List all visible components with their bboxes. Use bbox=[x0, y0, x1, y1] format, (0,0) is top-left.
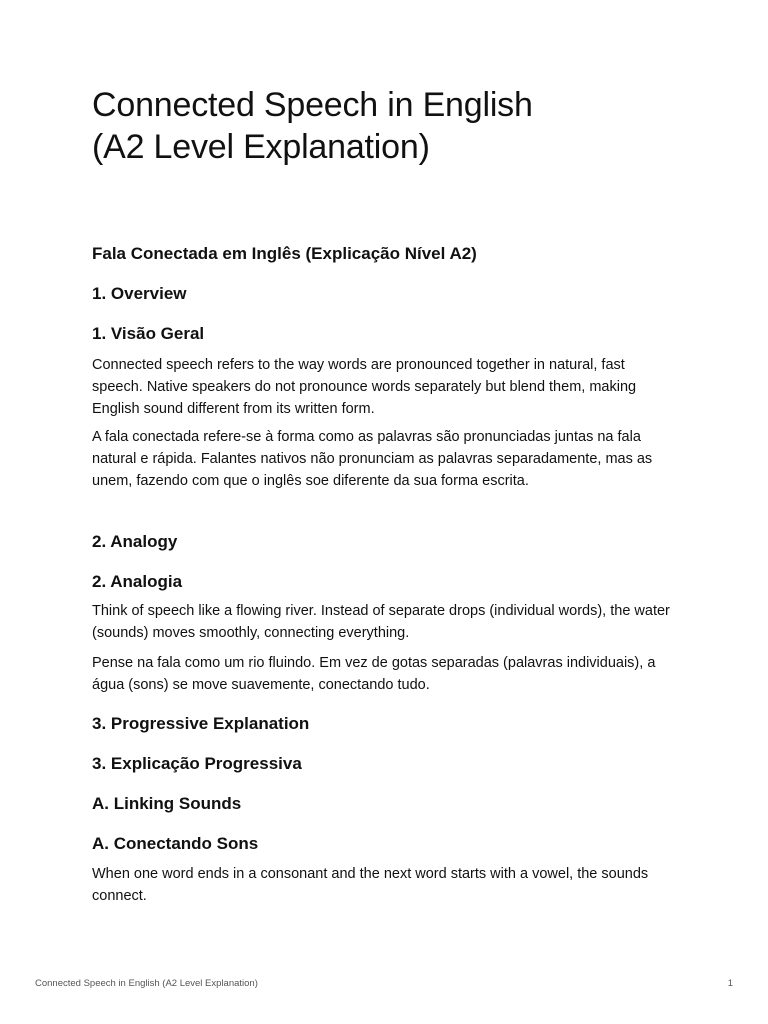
heading-conectando-sons: A. Conectando Sons bbox=[92, 834, 259, 853]
footer-title: Connected Speech in English (A2 Level Explanation) bbox=[35, 978, 258, 989]
document-title bbox=[92, 84, 682, 168]
paragraph-overview-en: Connected speech refers to the way words are pronounced together in natural, fast speech. Native speakers do not pronounce words separately but blend them, making English sound different from its written form. bbox=[92, 357, 637, 417]
title-line-2: (A2 Level Explanation) bbox=[92, 128, 430, 166]
footer-page-number: 1 bbox=[727, 978, 733, 989]
paragraph-overview-pt: A fala conectada refere-se à forma como as palavras são pronunciadas juntas na fala natural e rápida. Falantes nativos não pronunciam as palavras separadamente, mas as unem, fazendo com que o inglês soe diferente da sua forma escrita. bbox=[92, 429, 653, 489]
heading-progressive-explanation: 3. Progressive Explanation bbox=[92, 714, 310, 733]
heading-visao-geral: 1. Visão Geral bbox=[92, 324, 205, 343]
heading-overview: 1. Overview bbox=[92, 284, 187, 303]
paragraph-analogy-pt: Pense na fala como um rio fluindo. Em vez de gotas separadas (palavras individuais), a água (sons) se move suavemente, conectando tudo. bbox=[92, 655, 656, 693]
title-line-1: Connected Speech in English bbox=[92, 86, 533, 124]
heading-analogia: 2. Analogia bbox=[92, 572, 183, 591]
document-page bbox=[92, 84, 682, 904]
paragraph-analogy-en: Think of speech like a flowing river. Instead of separate drops (individual words), the water (sounds) moves smoothly, connecting everything. bbox=[92, 603, 670, 641]
heading-linking-sounds: A. Linking Sounds bbox=[92, 794, 242, 813]
document-subtitle: Fala Conectada em Inglês (Explicação Nível A2) bbox=[92, 244, 477, 263]
heading-analogy: 2. Analogy bbox=[92, 532, 178, 551]
heading-explicacao-progressiva: 3. Explicação Progressiva bbox=[92, 754, 302, 773]
paragraph-linking-en: When one word ends in a consonant and the next word starts with a vowel, the sounds connect. bbox=[92, 866, 649, 904]
